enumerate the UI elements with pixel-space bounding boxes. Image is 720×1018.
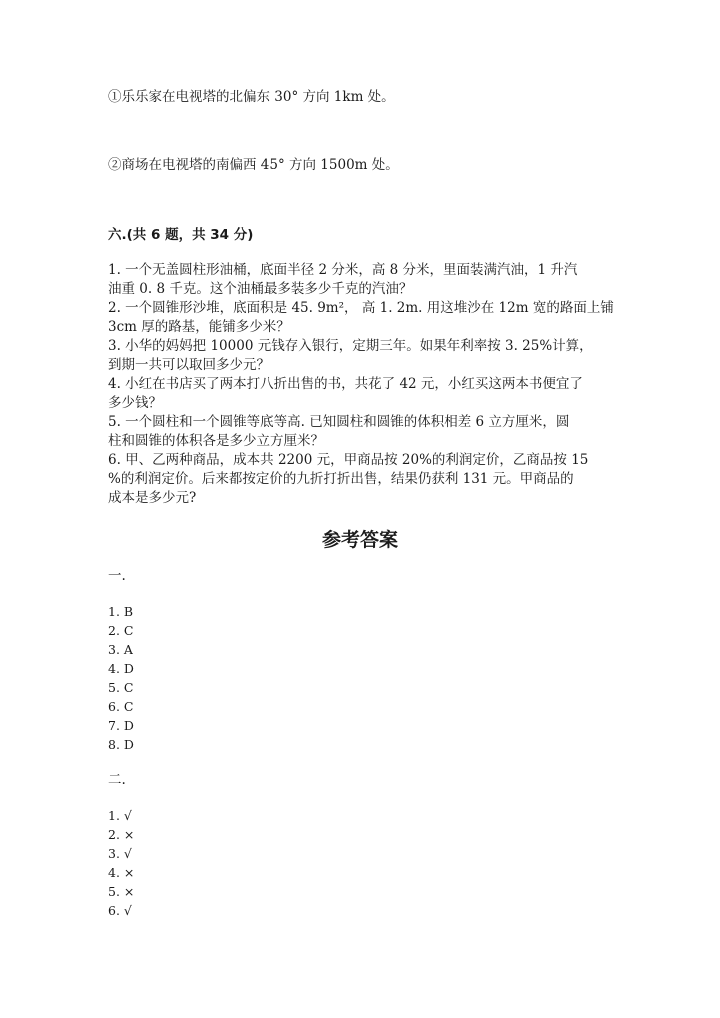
answers-title: 参考答案 — [321, 529, 398, 551]
question-line: 1. 一个无盖圆柱形油桶，底面半径 2 分米，高 8 分米，里面装满汽油，1 升汽 — [108, 262, 578, 278]
answers-part-2-heading: 二. — [108, 772, 126, 788]
question-line: 3cm 厚的路基，能铺多少米？ — [108, 319, 290, 335]
question-line: 6. 甲、乙两种商品，成本共 2200 元，甲商品按 20%的利润定价，乙商品按 15 — [108, 452, 589, 468]
answer-item: 7. D — [108, 718, 134, 733]
question-line: 4. 小红在书店买了两本打八折出售的书，共花了 42 元，小红买这两本书便宜了 — [108, 376, 583, 392]
answer-item: 2. × — [108, 827, 135, 842]
location-item-1: ①乐乐家在电视塔的北偏东 30° 方向 1km 处。 — [108, 89, 395, 105]
question-line: 柱和圆锥的体积各是多少立方厘米？ — [108, 433, 324, 449]
answers-part-1-heading: 一. — [108, 568, 126, 584]
answer-item: 1. B — [108, 604, 134, 619]
answer-item: 5. C — [108, 680, 134, 695]
answer-item: 1. √ — [108, 808, 132, 823]
question-line: 油重 0. 8 千克。这个油桶最多装多少千克的汽油？ — [108, 281, 413, 297]
location-item-2: ②商场在电视塔的南偏西 45° 方向 1500m 处。 — [108, 157, 399, 173]
question-line: 多少钱？ — [108, 395, 162, 411]
answer-item: 8. D — [108, 737, 134, 752]
question-line: 到期一共可以取回多少元？ — [108, 357, 270, 373]
question-line: 成本是多少元? — [108, 490, 197, 506]
question-line: 5. 一个圆柱和一个圆锥等底等高. 已知圆柱和圆锥的体积相差 6 立方厘米，圆 — [108, 414, 570, 430]
question-line: 2. 一个圆锥形沙堆，底面积是 45. 9m²， 高 1. 2m. 用这堆沙在 12m 宽的路面上铺 — [108, 300, 614, 316]
answer-item: 2. C — [108, 623, 134, 638]
answer-item: 6. C — [108, 699, 134, 714]
section-6-heading: 六.(共 6 题，共 34 分) — [108, 227, 254, 243]
answer-item: 5. × — [108, 884, 135, 899]
answer-item: 3. A — [108, 642, 133, 657]
answer-item: 6. √ — [108, 903, 132, 918]
answer-item: 4. × — [108, 865, 135, 880]
question-line: %的利润定价。后来都按定价的九折打折出售，结果仍获利 131 元。甲商品的 — [108, 471, 574, 487]
answer-item: 4. D — [108, 661, 134, 676]
question-line: 3. 小华的妈妈把 10000 元钱存入银行，定期三年。如果年利率按 3. 25%计算， — [108, 338, 593, 354]
answer-item: 3. √ — [108, 846, 132, 861]
